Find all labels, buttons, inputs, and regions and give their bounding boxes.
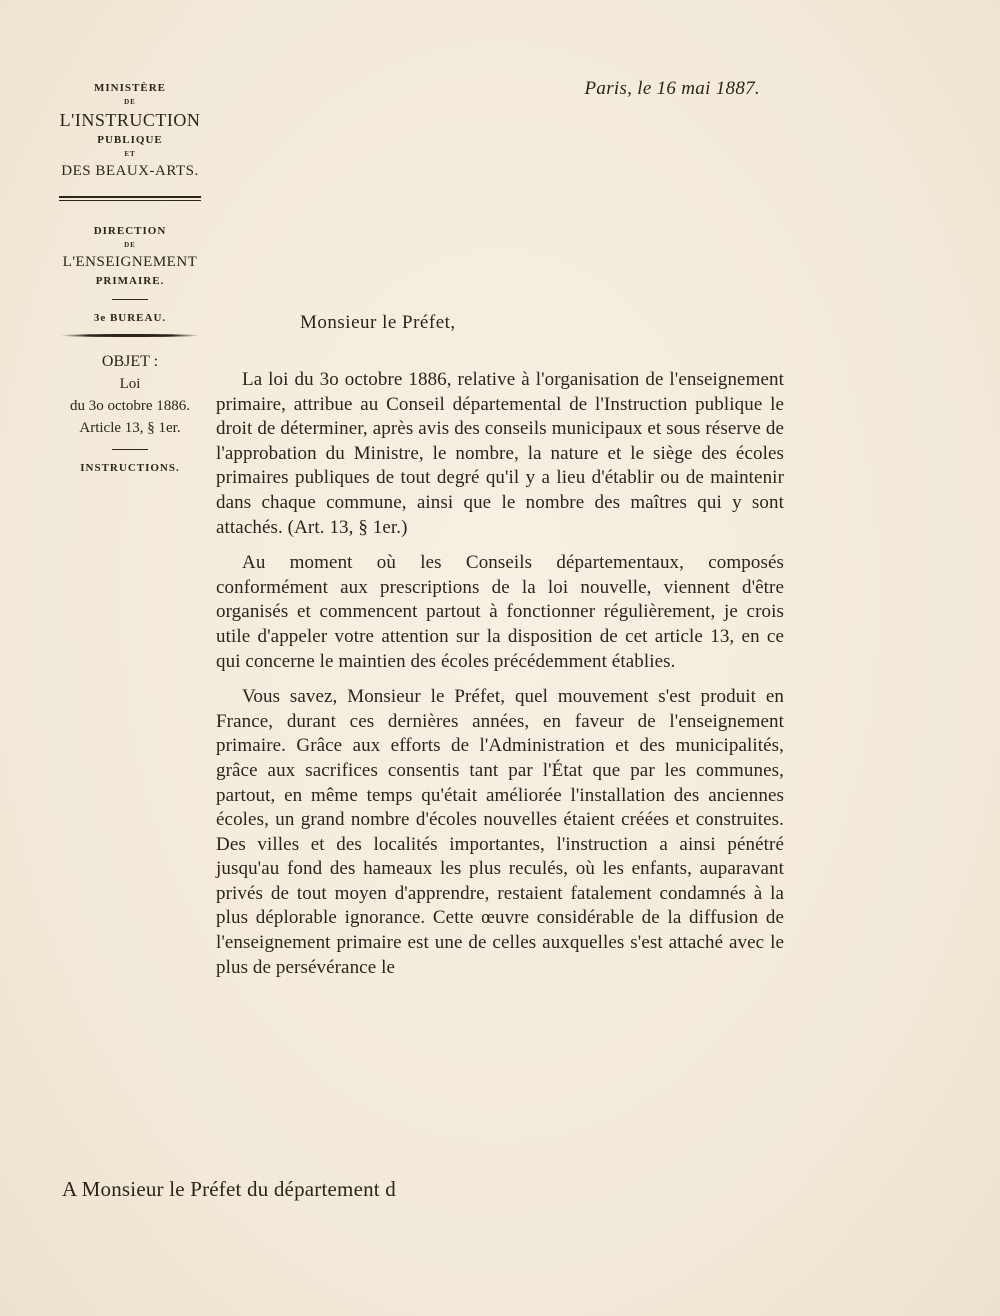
objet-loi: Loi <box>119 376 141 392</box>
bureau-label: 3e BUREAU. <box>93 312 167 324</box>
paragraph-3: Vous savez, Monsieur le Préfet, quel mouvement s'est produit en France, durant ces dernières années, en faveur de l'enseignement primaire. Grâce aux efforts de l'Administration et des municipalités, grâce aux sacrifices consentis tant par l'État que par les communes, partout, en même temps qu'était améliorée l'installation des anciennes écoles, un grand nombre d'écoles nouvelles étaient créées et construites. Des villes et des localités importantes, l'instruction a ainsi pénétré jusqu'au fond des hameaux les plus reculés, où les enfants, auparavant privés de tout moyen d'apprendre, restaient fatalement condamnés à la plus déplorable ignorance. Cette œuvre considérable de la diffusion de l'enseignement primaire est une de celles auxquelles s'est attaché avec le plus de persévérance le <box>216 686 784 978</box>
direction-de: DE <box>124 241 136 249</box>
ministry-et: ET <box>124 150 136 158</box>
objet-date: du 3o octobre 1886. <box>70 398 190 414</box>
paragraph-1: La loi du 3o octobre 1886, relative à l'organisation de l'enseignement primaire, attribue au Conseil départemental de l'Instruction publique le droit de déterminer, après avis des conseils municipaux et sous réserve de l'approbation du Ministre, le nombre, la nature et le siège des écoles primaires publiques de tout degré qu'il y a lieu d'établir ou de maintenir dans chaque commune, ainsi que le nombre des maîtres qui y sont attachés. (Art. 13, § 1er.) <box>216 369 784 538</box>
direction-line3: PRIMAIRE. <box>95 275 165 287</box>
ministry-line4: DES BEAUX-ARTS. <box>61 163 199 179</box>
paragraph-2: Au moment où les Conseils départementaux, composés conformément aux prescriptions de la loi nouvelle, viennent d'être organisés et commencent partout à fonctionner régulièrement, je crois utile d'appeler votre attention sur la disposition de cet article 13, en ce qui concerne le maintien des écoles précédemment établies. <box>216 552 784 672</box>
objet-article: Article 13, § 1er. <box>79 420 181 436</box>
salutation: Monsieur le Préfet, <box>300 312 456 333</box>
double-rule-divider <box>59 196 201 201</box>
recipient-address: A Monsieur le Préfet du département d <box>62 1177 396 1201</box>
swell-rule-divider <box>60 334 200 337</box>
ministry-line1: MINISTÈRE <box>94 82 166 94</box>
short-rule-divider-2 <box>112 449 148 450</box>
letter-date: Paris, le 16 mai 1887. <box>584 78 760 99</box>
short-rule-divider <box>112 299 148 300</box>
direction-line1: DIRECTION <box>93 225 167 237</box>
ministry-de: DE <box>124 98 136 106</box>
letter-body <box>216 368 784 991</box>
ministry-line3: PUBLIQUE <box>97 134 163 146</box>
direction-line2: L'ENSEIGNEMENT <box>62 254 198 270</box>
letterhead-sidebar <box>55 80 205 476</box>
instructions-label: INSTRUCTIONS. <box>80 462 180 474</box>
ministry-line2: L'INSTRUCTION <box>59 110 201 130</box>
objet-label: OBJET : <box>101 353 159 370</box>
